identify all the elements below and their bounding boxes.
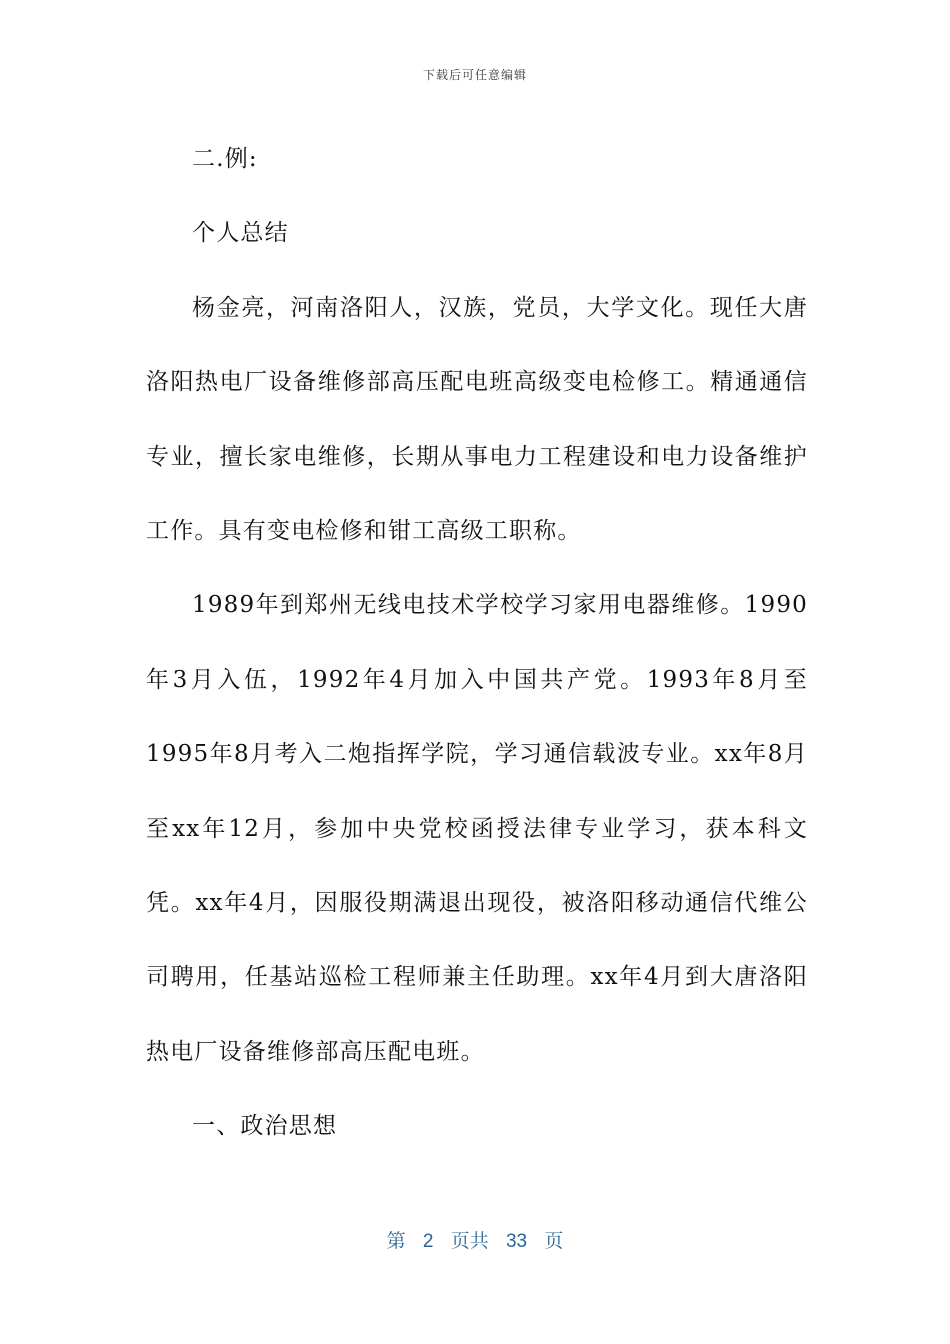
document-body [146,122,808,1164]
paragraph-profile: 杨金亮，河南洛阳人，汉族，党员，大学文化。现任大唐洛阳热电厂设备维修部高压配电班高级变电检修工。精通通信专业，擅长家电维修，长期从事电力工程建设和电力设备维护工作。具有变电检修和钳工高级工职称。 [146,294,808,545]
page-header-note: 下载后可任意编辑 [422,68,527,82]
paragraph-history: 1989年到郑州无线电技术学校学习家用电器维修。1990年3月入伍，1992年4月加入中国共产党。1993年8月至1995年8月考入二炮指挥学院，学习通信载波专业。xx年8月至xx年12月，参加中央党校函授法律专业学习，获本科文凭。xx年4月，因服役期满退出现役，被洛阳移动通信代维公司聘用，任基站巡检工程师兼主任助理。xx年4月到大唐洛阳热电厂设备维修部高压配电班。 [146,592,808,1065]
document-title: 个人总结 [192,220,289,247]
section-label: 二.例: [192,146,258,172]
section-heading-politics: 一、政治思想 [192,1113,338,1140]
page-number-footer: 第 2 页共 33 页 [386,1231,564,1252]
